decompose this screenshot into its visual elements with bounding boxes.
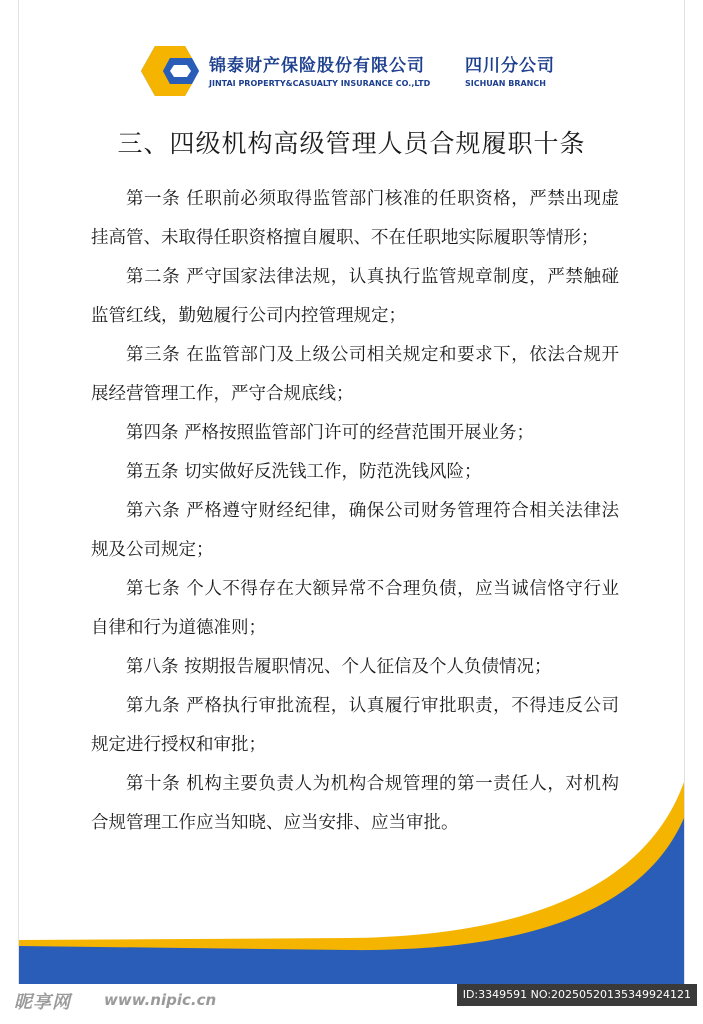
article-5: 第五条 切实做好反洗钱工作，防范洗钱风险； bbox=[126, 462, 482, 482]
watermark-site-url: www.nipic.cn bbox=[104, 991, 217, 1009]
company-name-cn: 锦泰财产保险股份有限公司 bbox=[209, 56, 425, 76]
article-8: 第八条 按期报告履职情况、个人征信及个人负债情况； bbox=[126, 657, 552, 677]
watermark-id: ID:3349591 NO:20250520135349924121 bbox=[457, 984, 697, 1006]
article-2: 第二条 严守国家法律法规，认真执行监管规章制度，严禁触碰监管红线，勤勉履行公司内控管理规定； bbox=[91, 267, 619, 326]
article-3: 第三条 在监管部门及上级公司相关规定和要求下，依法合规开展经营管理工作，严守合规底线； bbox=[91, 345, 619, 404]
jintai-logo-icon bbox=[141, 46, 199, 96]
article-6: 第六条 严格遵守财经纪律，确保公司财务管理符合相关法律法规及公司规定； bbox=[91, 501, 619, 560]
article-1: 第一条 任职前必须取得监管部门核准的任职资格，严禁出现虚挂高管、未取得任职资格擅自履职、不在任职地实际履职等情形； bbox=[91, 189, 619, 248]
branch-name-en: SICHUAN BRANCH bbox=[465, 79, 546, 88]
article-10: 第十条 机构主要负责人为机构合规管理的第一责任人，对机构合规管理工作应当知晓、应当安排、应当审批。 bbox=[91, 774, 619, 833]
poster bbox=[18, 0, 685, 1006]
decorative-wave bbox=[19, 760, 684, 1006]
header bbox=[141, 44, 601, 100]
article-list bbox=[91, 180, 619, 843]
page-title: 三、四级机构高级管理人员合规履职十条 bbox=[117, 129, 586, 158]
article-4: 第四条 严格按照监管部门许可的经营范围开展业务； bbox=[126, 423, 535, 443]
branch-name-cn: 四川分公司 bbox=[465, 56, 555, 76]
article-7: 第七条 个人不得存在大额异常不合理负债，应当诚信恪守行业自律和行为道德准则； bbox=[91, 579, 619, 638]
article-9: 第九条 严格执行审批流程，认真履行审批职责，不得违反公司规定进行授权和审批； bbox=[91, 696, 619, 755]
company-name-en: JINTAI PROPERTY&CASUALTY INSURANCE CO.,LTD bbox=[209, 79, 431, 88]
watermark-site-name: 昵享网 bbox=[14, 992, 71, 1013]
